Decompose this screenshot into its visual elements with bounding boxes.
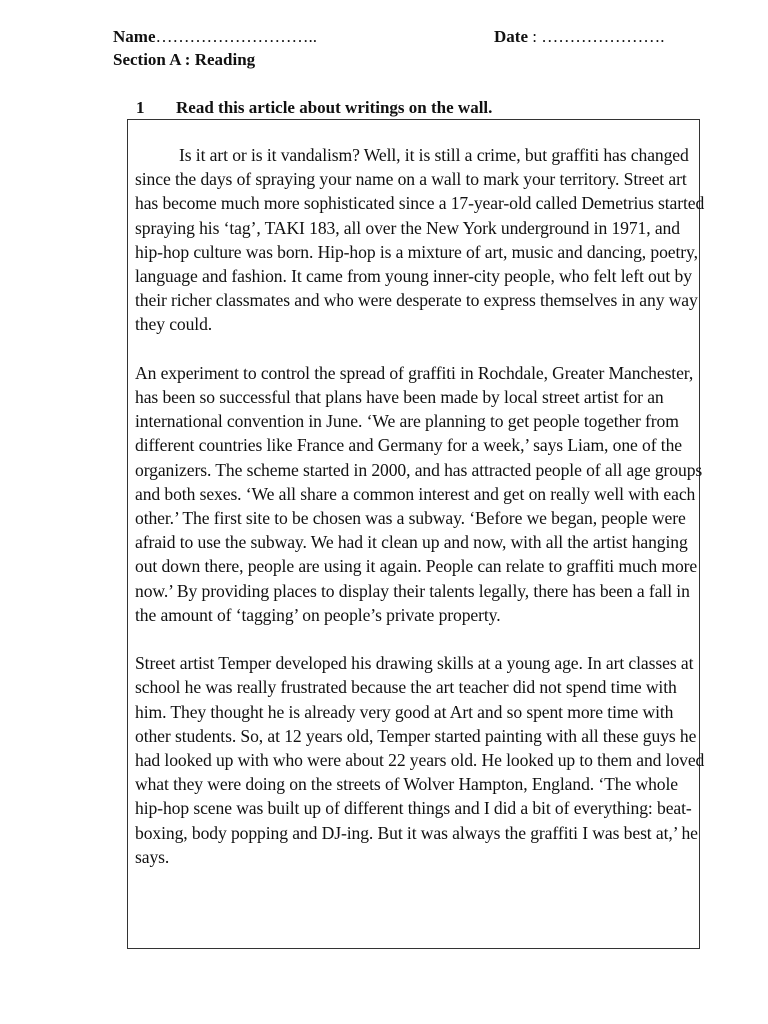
name-field[interactable] xyxy=(113,25,317,49)
header-row xyxy=(113,25,713,49)
name-blank[interactable]: ……………………….. xyxy=(155,27,317,46)
article-paragraph-1: Is it art or is it vandalism? Well, it is still a crime, but graffiti has changed since the days of spraying your name on a wall to mark your territory. Street art has become much more sophisticated since a 17-year-old called Demetrius started spraying his ‘tag’, TAKI 183, all over the New York underground in 1971, and hip-hop culture was born. Hip-hop is a mixture of art, music and dancing, poetry, language and fashion. It came from young inner-city people, who felt left out by their richer classmates and who were desperate to express themselves in any way they could. xyxy=(135,145,705,335)
date-field[interactable] xyxy=(494,25,664,49)
article-box xyxy=(127,119,705,949)
question-heading xyxy=(136,96,492,120)
article-paragraph-3: Street artist Temper developed his drawing skills at a young age. In art classes at school he was really frustrated because the art teacher did not spend time with him. They thought he is already very good at Art and so spent more time with other students. So, at 12 years old, Temper started painting with all these guys he had looked up with who were about 22 years old. He looked up to them and loved what they were doing on the streets of Wolver Hampton, England. ‘The whole hip-hop scene was built up of different things and I did a bit of everything: beat-boxing, body popping and DJ-ing. But it was always the graffiti I was best at,’ he says. xyxy=(135,653,705,867)
date-label: Date xyxy=(494,27,528,46)
article-paragraph-2: An experiment to control the spread of graffiti in Rochdale, Greater Manchester, has been so successful that plans have been made by local street artist for an international convention in June. ‘We are planning to get people together from different countries like France and Germany for a week,’ says Liam, one of the organizers. The scheme started in 2000, and has attracted people of all age groups and both sexes. ‘We all share a common interest and get on really well with each other.’ The first site to be chosen was a subway. ‘Before we began, people were afraid to use the subway. We had it clean up and now, with all the artist hanging out down there, people are using it again. People can relate to graffiti much more now.’ By providing places to display their talents legally, there has been a fall in the amount of ‘tagging’ on people’s private property. xyxy=(135,362,703,625)
name-label: Name xyxy=(113,27,156,46)
question-number: 1 xyxy=(136,98,145,117)
question-text: Read this article about writings on the wall. xyxy=(176,98,493,117)
section-title: Section A : Reading xyxy=(113,50,256,69)
date-blank[interactable]: : …………………. xyxy=(527,27,665,46)
article-body xyxy=(135,143,707,869)
